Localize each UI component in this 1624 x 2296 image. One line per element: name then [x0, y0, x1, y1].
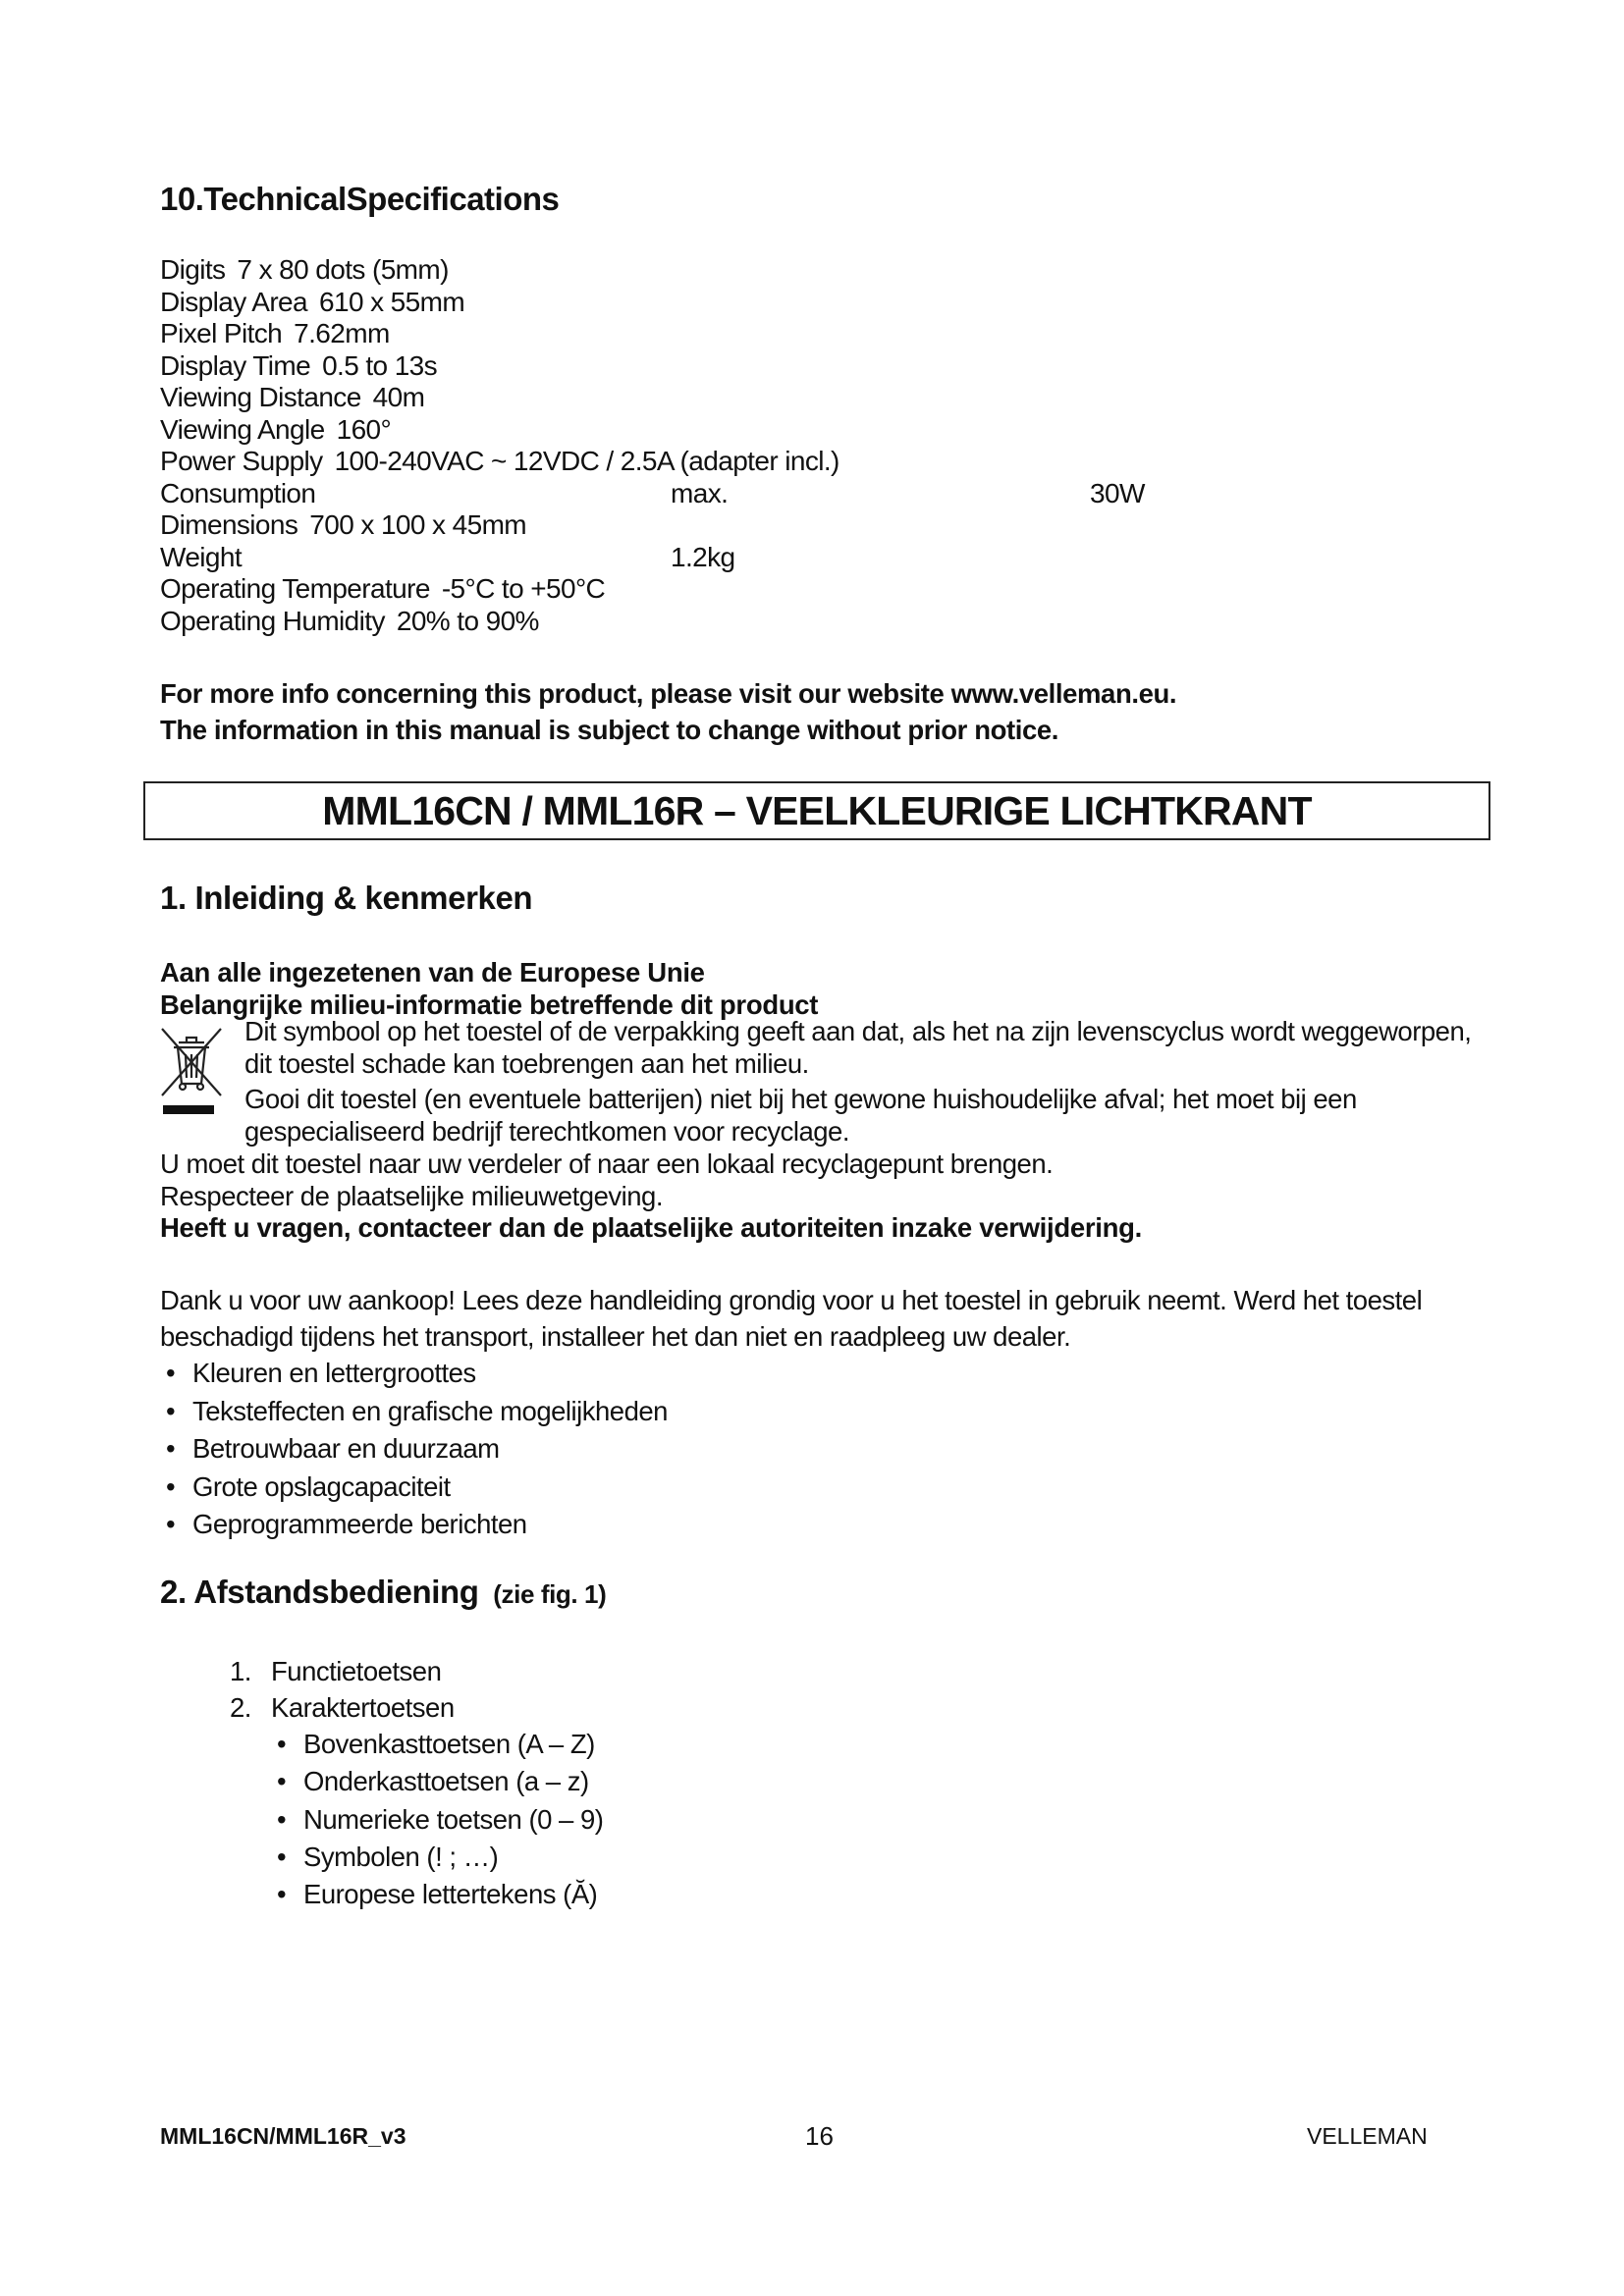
spec-value: 700 x 100 x 45mm	[309, 509, 527, 540]
spec-label: Operating Temperature	[160, 573, 430, 604]
spec-label: Weight	[160, 541, 243, 572]
remote-key-list	[230, 1653, 603, 1913]
list-item: • Onderkasttoetsen (a – z)	[271, 1763, 603, 1800]
symbol-line-2: dit toestel schade kan toebrengen aan het milieu.	[244, 1048, 809, 1079]
section-2-heading	[160, 1574, 606, 1611]
list-item	[230, 1653, 603, 1689]
spec-label: Consumption	[160, 477, 316, 508]
list-item: • Numerieke toetsen (0 – 9)	[271, 1801, 603, 1839]
disposal-line-1: Gooi dit toestel (en eventuele batterijen) niet bij het gewone huishoudelijke afval; het moet bij een	[244, 1084, 1357, 1114]
spec-row	[160, 382, 1240, 414]
spec-label: Display Time	[160, 349, 311, 381]
feature-list	[160, 1355, 668, 1544]
footer-page-number: 16	[805, 2121, 834, 2151]
eu-residents-heading: Aan alle ingezetenen van de Europese Unie	[160, 957, 705, 988]
spec-right-value: 30W	[1090, 477, 1145, 508]
item-label: Karaktertoetsen	[271, 1692, 455, 1723]
spec-row	[160, 287, 1240, 319]
footer-brand: VELLEMAN	[1307, 2123, 1428, 2149]
list-item	[230, 1689, 603, 1913]
spec-value: 20% to 90%	[396, 605, 539, 636]
spec-label: Display Area	[160, 286, 307, 317]
list-item: • Geprogrammeerde berichten	[160, 1506, 668, 1544]
spec-value: 7.62mm	[294, 318, 390, 348]
footer-model: MML16CN/MML16R_v3	[160, 2123, 406, 2149]
product-title-box	[143, 781, 1490, 840]
website-notice: For more info concerning this product, please visit our website www.velleman.eu.	[160, 678, 1177, 709]
spec-row	[160, 350, 1240, 383]
change-notice: The information in this manual is subject to change without prior notice.	[160, 715, 1059, 745]
section-1-heading: 1. Inleiding & kenmerken	[160, 880, 533, 916]
spec-value: 40m	[372, 382, 425, 412]
list-item: • Kleuren en lettergroottes	[160, 1355, 668, 1393]
spec-list	[160, 254, 1240, 637]
spec-row	[160, 509, 1240, 542]
item-number: 2.	[230, 1692, 251, 1723]
symbol-line-1: Dit symbool op het toestel of de verpakking geeft aan dat, als het na zijn levenscyclus wordt weggeworpen,	[244, 1016, 1472, 1046]
environment-heading	[160, 956, 818, 1021]
spec-mid-value: 1.2kg	[671, 541, 735, 572]
intro-paragraph: Dank u voor uw aankoop! Lees deze handleiding grondig voor u het toestel in gebruik neemt. Werd het toestel beschadigd tijdens het transport, installeer het dan niet en raadpleeg uw dealer.	[160, 1285, 1423, 1352]
spec-value: 7 x 80 dots (5mm)	[237, 254, 449, 285]
spec-value: 160°	[336, 413, 392, 445]
spec-row	[160, 478, 1240, 510]
spec-row	[160, 446, 1240, 478]
list-item: • Europese lettertekens (Ă)	[271, 1876, 603, 1913]
spec-label: Viewing Distance	[160, 382, 361, 412]
legislation-line: Respecteer de plaatselijke milieuwetgeving.	[160, 1181, 663, 1211]
spec-row	[160, 254, 1240, 287]
spec-label: Pixel Pitch	[160, 318, 283, 348]
environmental-info-heading: Belangrijke milieu-informatie betreffende dit product	[160, 989, 819, 1020]
list-item: • Grote opslagcapaciteit	[160, 1468, 668, 1507]
list-item: • Symbolen (! ; …)	[271, 1839, 603, 1876]
item-label: Functietoetsen	[271, 1656, 442, 1686]
figure-reference: (zie fig. 1)	[493, 1579, 607, 1609]
spec-mid-value: max.	[671, 477, 729, 508]
symbol-paragraph	[244, 1015, 1471, 1080]
recycle-point-line: U moet dit toestel naar uw verdeler of naar een lokaal recyclagepunt brengen.	[160, 1148, 1054, 1179]
spec-label: Dimensions	[160, 509, 298, 540]
product-title: MML16CN / MML16R – VEELKLEURIGE LICHTKRANT	[322, 787, 1312, 833]
spec-value: 100-240VAC ~ 12VDC / 2.5A (adapter incl.)	[334, 446, 839, 476]
list-item: • Betrouwbaar en duurzaam	[160, 1430, 668, 1468]
more-info-notice	[160, 675, 1176, 748]
item-number: 1.	[230, 1656, 251, 1686]
weee-crossed-bin-icon	[157, 1023, 226, 1119]
spec-value: 0.5 to 13s	[322, 349, 438, 381]
spec-row	[160, 573, 1240, 606]
spec-label: Operating Humidity	[160, 605, 385, 636]
spec-label: Power Supply	[160, 446, 323, 476]
technical-specifications-heading: 10.TechnicalSpecifications	[160, 181, 560, 217]
spec-label: Viewing Angle	[160, 413, 325, 445]
character-key-sublist	[230, 1726, 603, 1913]
section-2-title: 2. Afstandsbediening	[160, 1574, 479, 1610]
disposal-line-2: gespecialiseerd bedrijf terechtkomen voor recyclage.	[244, 1116, 849, 1147]
spec-row	[160, 542, 1240, 574]
spec-label: Digits	[160, 254, 226, 285]
spec-row	[160, 606, 1240, 638]
list-item: • Bovenkasttoetsen (A – Z)	[271, 1726, 603, 1763]
spec-value: 610 x 55mm	[319, 286, 465, 317]
disposal-paragraph	[244, 1083, 1357, 1148]
spec-row	[160, 414, 1240, 447]
spec-value: -5°C to +50°C	[441, 573, 606, 604]
list-item: • Teksteffecten en grafische mogelijkheden	[160, 1393, 668, 1431]
spec-row	[160, 318, 1240, 350]
authorities-line: Heeft u vragen, contacteer dan de plaatselijke autoriteiten inzake verwijdering.	[160, 1212, 1142, 1243]
